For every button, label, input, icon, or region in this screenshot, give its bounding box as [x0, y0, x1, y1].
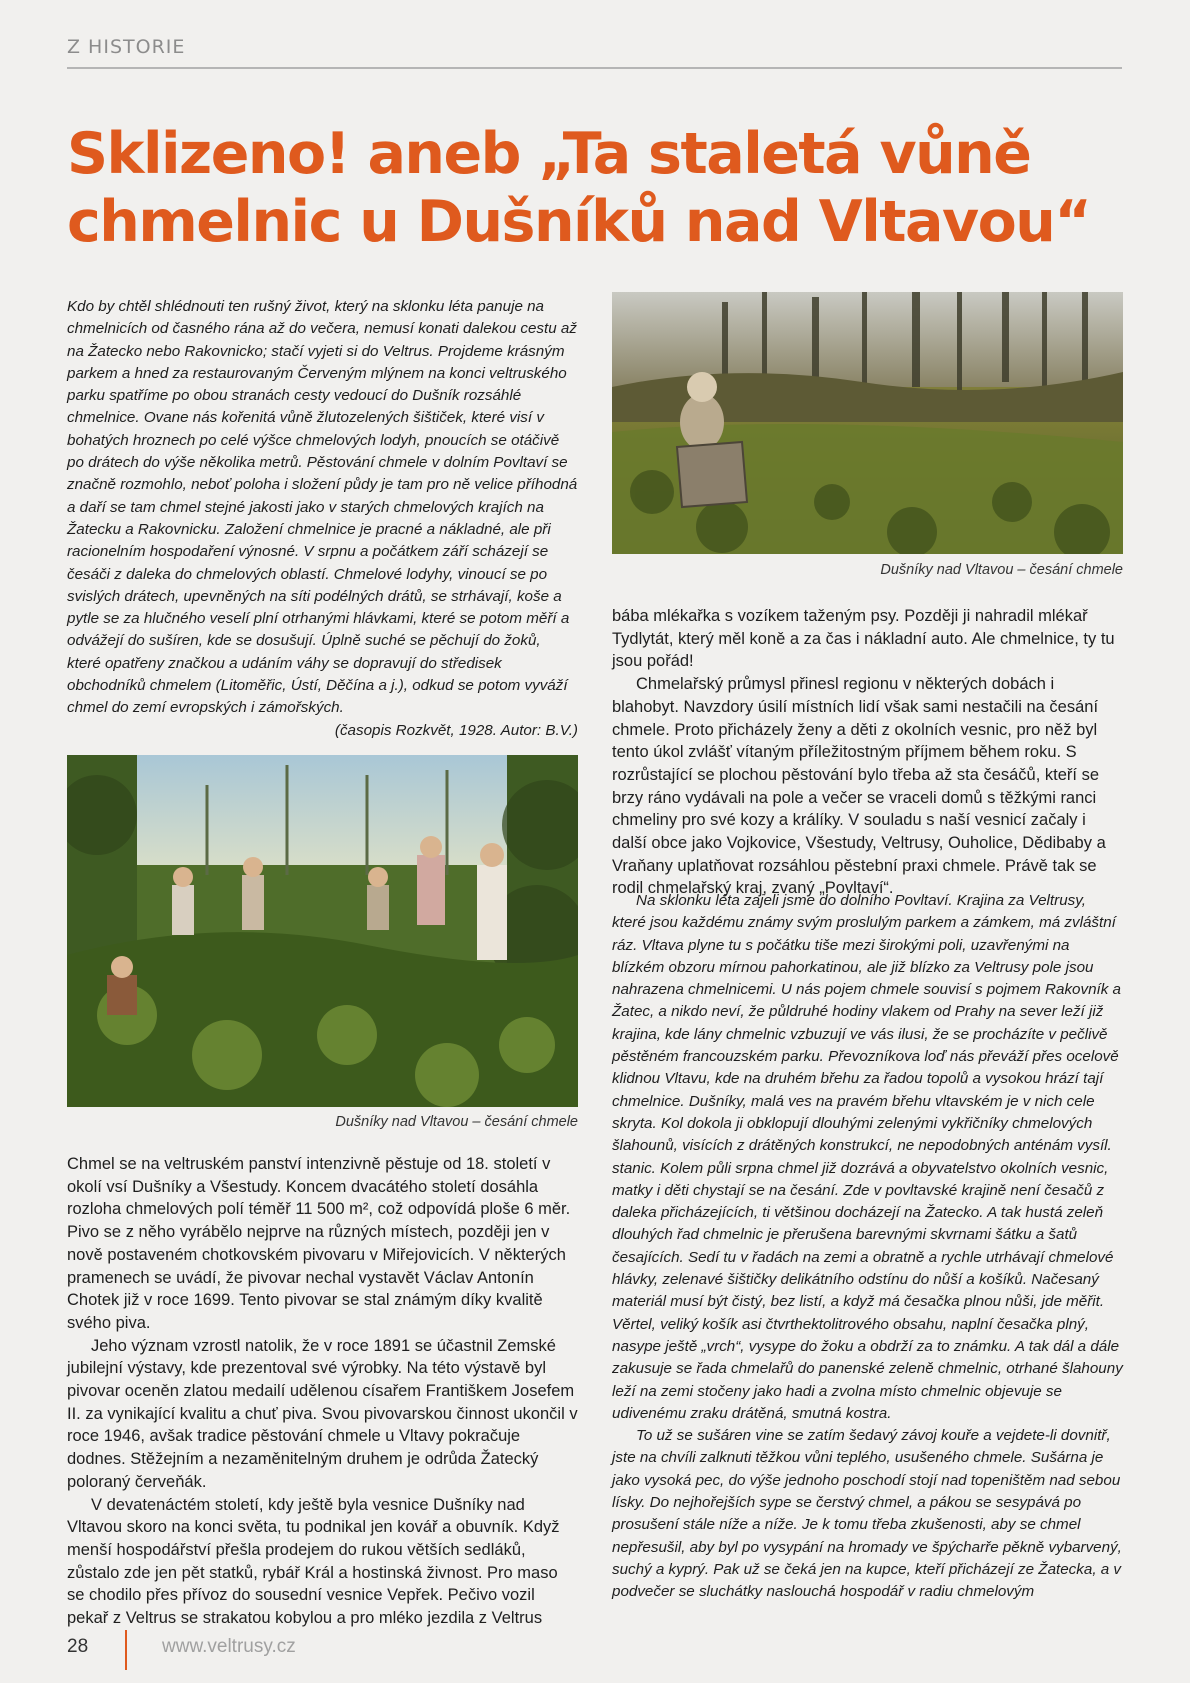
article-title — [67, 120, 1127, 256]
right-italic-paragraph-1: Na sklonku léta zajeli jsme do dolního Povltaví. Krajina za Veltrusy, které jsou každému známy svým proslulým parkem a zámkem, má zvláštní ráz. Vltava plyne tu s počátku tiše mezi širokými poli, uzavřenými na blízkém obzoru mírnou pahorkatinou, ale již blízko za Veltrusy pole jsou nahrazena chmelnicemi. U nás pojem chmele souvisí s pojmem Rakovník a Žatec, a nikdo neví, že půldruhé hodiny vlakem od Prahy na sever leží již krajina, kde lány chmelnic vzbuzují ve vás ilusi, že se procházíte v pečlivě pěstěném francouzském parku. Převozníkova loď nás převáží přes ocelově klidnou Vltavu, kde na druhém břehu za řadou topolů a vysokou hrází tají chmelnice. Dušníky, malá ves na pravém břehu vltavském je v nich cele skryta. Kol dokola ji obklopují dlouhými zelenými vykřičníky chmelových šlahounů, visících z drátěných konstrukcí, ne nepodobných anténám vysíl. stanic. Kolem půli srpna chmel již dozrává a obyvatelstvo okolních vesnic, matky i děti chystají se na česání. Zde v povltavské krajině není česačů z daleka přicházejících, ti většinou docházejí na Žatecko. A tak hustá zeleň dlouhých řad chmelnic je přerušena barevnými skvrnami šátku a šatů česajících. Sedí tu v řadách na zemi a obratně a rychle utrhávají chmelové hlávky, zelenavé šištičky delikátního odstínu do nůší a košíků. Načesaný materiál musí být čistý, bez listí, a když má česačka plnou nůši, jde měřit. Věrtel, veliký košík asi čtvrthektolitrového obsahu, naplní česačka plný, nasype ještě „vrch“, vysype do žoku a obdrží za to známku. A tak dál a dále zakusuje se řada chmelařů do panenské zeleně chmelnic, otrhané šlahouny leží na zemi stočeny jako hadi a zvolna místo chmelnic objevuje se udivenému zraku drátěná, smutná kostra. — [612, 892, 1123, 1422]
left-paragraph-3: V devatenáctém století, kdy ještě byla vesnice Dušníky nad Vltavou skoro na konci světa, tu podnikal jen kovář a obuvník. Když menší hospodářství přešla prodejem do rukou větších sedláků, zůstalo zde jen pět statků, rybář Král a hostinská živnost. Pro maso se chodilo přes přívoz do sousední vesnice Vepřek. Pečivo vozil pekař z Veltrus se strakatou kobylou a pro mléko jezdila z Veltrus — [67, 1495, 560, 1628]
lead-quote — [67, 296, 578, 742]
footer-divider — [125, 1630, 127, 1670]
right-italic-body — [612, 890, 1123, 1604]
top-rule — [67, 67, 1122, 69]
title-line-2: chmelnic u Dušníků nad Vltavou“ — [67, 189, 1091, 255]
section-label: Z HISTORIE — [67, 36, 186, 58]
right-paragraph-1: bába mlékařka s vozíkem taženým psy. Později ji nahradil mlékař Tydlytát, který měl koně a za čas i nákladní auto. Ale chmelnice, ty tu jsou pořád! — [612, 607, 1115, 671]
lead-text: Kdo by chtěl shlédnouti ten rušný život, který na sklonku léta panuje na chmelnicích od časného rána až do večera, nemusí konati dalekou cestu až na Žatecko nebo Rakovnicko; stačí vyjeti si do Veltrus. Projdeme krásným parkem a hned za restaurovaným Červeným mlýnem na konci veltruského parku spatříme po obou stranách cesty vedoucí do Dušník rozsáhlé chmelnice. Ovane nás kořenitá vůně žlutozelených šištiček, které visí v bohatých hroznech po celé výšce chmelových lodyh, pnoucích se otáčivě po drátech do výše několika metrů. Pěstování chmele v dolním Povltaví se značně rozmohlo, neboť poloha i složení půdy je tam pro ně velice příhodná a daří se tam chmel stejné jakosti jako v starých chmelových krajích na Žatecku a Rakovnicku. Založení chmelnice je pracné a nákladné, ale při racionelním hospodaření výnosné. V srpnu a počátkem září scházejí se česáči z daleka do chmelových oblastí. Chmelové lodyhy, vinoucí se po svislých drátech, upevněných na síti podélných drátů, se strhávají, koše a pytle se za hlučného veselí plní otrhanými hlávkami, které se potom měří a odvážejí do sušíren, kde se dosušují. Úplně suché se pěchují do žoků, které opatřeny značkou a udáním váhy se dopravují do středisek obchodníků chmelem (Litoměřic, Ústí, Děčína a j.), odkud se potom vyváží chmel do zemí evropských i zámořských. — [67, 298, 578, 717]
right-italic-paragraph-2: To už se sušáren vine se zatím šedavý závoj kouře a vejdete-li dovnitř, jste na chvíli zalknuti těžkou vůni teplého, usušeného chmele. Sušárna je jako vysoká pec, do výše jednoho poschodí stojí nad topeništěm nad sebou lísky. Do nejhořejších sype se čerstvý chmel, a pákou se sesypává po prosušení stále níže a níže. Je k tomu třeba zkušenosti, aby se chmel nepřesušil, aby byl po vysypání na hromady ve špýcharře pěkně vybarvený, suchý a kyprý. Pak už se čeká jen na kupce, kteří přicházejí ze Žatecka, a v podvečer se sluchátky naslouchá hospodář v radiu chmelovým — [612, 1427, 1122, 1601]
title-line-1: Sklizeno! aneb „Ta staletá vůně — [67, 121, 1031, 187]
photo-caption-right: Dušníky nad Vltavou – česání chmele — [880, 562, 1123, 578]
right-paragraph-2: Chmelařský průmysl přinesl regionu v některých dobách i blahobyt. Navzdory úsilí místních lidí však sami nestačili na česání chmele. Proto přicházely ženy a děti z okolních vesnic, pro něž byl tento úkol zvlášť vítaným příležitostným příjmem během roku. S rozrůstající se plochou pěstování bylo třeba až sta česáčů, kteří se brzy ráno vydávali na pole a večer se vraceli domů s těžkými ranci chmeliny pro své kozy a králíky. V souladu s naší vesnicí začaly i další obce jako Vojkovice, Všestudy, Veltrusy, Ouholice, Dědibaby a Vraňany uplatňovat rozsáhlou pěstební praxi chmele. Právě tak se rodil chmelařský kraj, zvaný „Povltaví“. — [612, 675, 1106, 898]
left-paragraph-2: Jeho význam vzrostl natolik, že v roce 1891 se účastnil Zemské jubilejní výstavy, kde prezentoval své výrobky. Na této výstavě byl pivovar oceněn zlatou medailí udělenou císařem Františkem Josefem II. za vynikající kvalitu a chuť piva. Svou pivovarskou činnost ukončil v roce 1946, avšak tradice pěstování chmele u Vltavy pokračuje dodnes. Stěžejním a nezaměnitelným druhem je odrůda Žatecký poloraný červeňák. — [67, 1336, 578, 1491]
footer-url[interactable]: www.veltrusy.cz — [162, 1636, 296, 1657]
photo-caption-left: Dušníky nad Vltavou – česání chmele — [335, 1114, 578, 1130]
photo-hop-field — [67, 755, 578, 1107]
page-number: 28 — [67, 1636, 89, 1657]
right-body — [612, 605, 1123, 900]
left-paragraph-1: Chmel se na veltruském panství intenzivně pěstuje od 18. století v okolí vsí Dušníky a Všestudy. Koncem dvacátého století dosáhla rozloha chmelových polí téměř 11 500 m², což odpovídá ploše 6 měr. Pivo se z něho vyrábělo nejprve na různých místech, později jen v nově postaveném chotkovském pivovaru v Miřejovicích. V některých pramenech se uvádí, že pivovar nechal vystavět Václav Antonín Chotek již v roce 1699. Tento pivovar se stal známým díky kvalitě svého piva. — [67, 1155, 571, 1332]
left-body — [67, 1153, 578, 1630]
lead-source: (časopis Rozkvět, 1928. Autor: B.V.) — [334, 721, 578, 739]
photo-hop-picker — [612, 292, 1123, 554]
